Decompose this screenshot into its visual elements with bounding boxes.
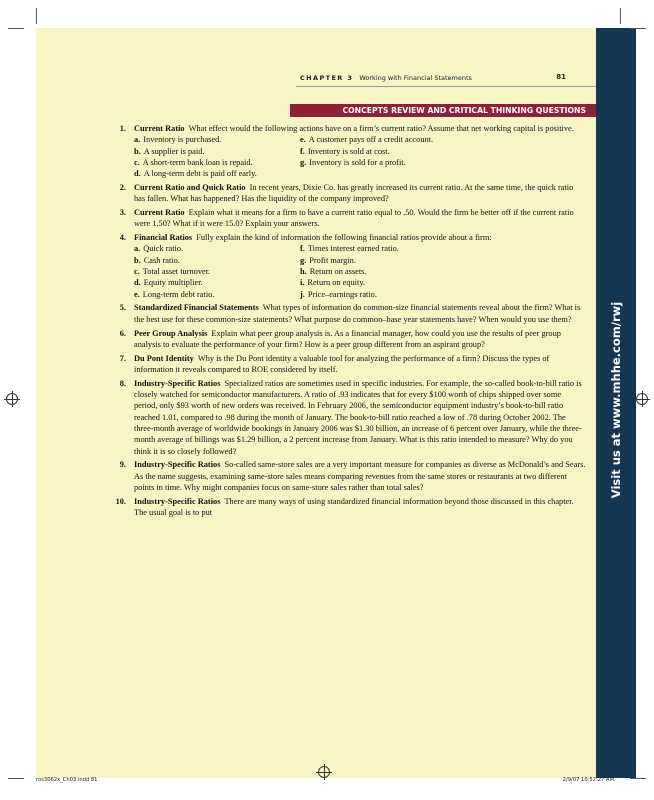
option-grid [134,134,586,179]
option-letter: g. [300,255,307,265]
question-body [134,353,586,376]
answer-option [134,266,300,277]
option-letter: c. [134,157,140,167]
answer-option [300,277,586,288]
section-title: Working with Financial Statements [359,74,472,82]
option-letter: e. [300,135,306,145]
option-text: A customer pays off a credit account. [308,135,434,145]
question-body [134,378,586,457]
option-letter: i. [300,278,305,288]
question-item [104,459,586,493]
answer-option [134,146,300,157]
answer-option [300,157,586,168]
question-title: Current Ratio and Quick Ratio [134,182,246,192]
option-text: Quick ratio. [143,244,184,254]
question-body [134,496,586,519]
question-title: Financial Ratios [134,233,193,243]
option-text: Inventory is purchased. [143,135,222,145]
registration-mark [6,393,18,405]
question-item [104,182,586,205]
answer-option [134,277,300,288]
option-text: Return on equity. [307,278,366,288]
option-letter: f. [300,244,305,254]
chapter-label: CHAPTER 3 [300,74,354,82]
answer-option [134,134,300,145]
question-title: Industry-Specific Ratios [134,460,221,470]
question-item [104,496,586,519]
crop-mark [36,8,37,24]
registration-mark [318,766,330,778]
question-number: 3. [119,208,126,218]
question-number: 8. [119,378,126,388]
question-number: 7. [119,353,126,363]
question-text: Explain what peer group analysis is. As a financial manager, how could you use the results of peer group analysis to evaluate the performance of your firm? How is a peer group different from an aspirant group? [134,328,561,349]
question-item [104,232,586,300]
question-text: There are many ways of using standardized financial information beyond those discussed in this chapter. The usual goal is to put [134,496,574,517]
answer-option [134,255,300,266]
question-body [134,328,586,351]
answer-option [300,134,586,145]
question-item [104,328,586,351]
option-letter: a. [134,244,141,254]
answer-option [300,255,586,266]
option-letter: c. [134,267,140,277]
question-body [134,123,586,179]
question-title: Current Ratio [134,124,185,133]
option-text: Price–earnings ratio. [307,289,377,299]
question-number: 1. [119,124,126,133]
answer-option [300,146,586,157]
crop-mark [630,778,646,779]
option-text: Inventory is sold at cost. [307,146,390,156]
option-letter: g. [300,157,307,167]
answer-option [134,289,300,300]
question-text: In recent years, Dixie Co. has greatly increased its current ratio. At the same time, the quick ratio has fallen. What has happened? Has the liquidity of the company improved? [134,182,574,204]
question-text: What types of information do common-size financial statements reveal about the firm? What is the best use for these common-size statements? What purpose do common–base year statements have? When would you use them? [134,303,581,324]
question-item [104,302,586,325]
crop-mark [620,8,621,24]
question-item [104,123,586,179]
option-text: A long-term debt is paid off early. [143,169,257,179]
option-letter: b. [134,255,141,265]
option-text: Inventory is sold for a profit. [309,157,406,167]
question-item [104,207,586,230]
question-body [134,232,586,300]
timestamp-slug: 2/9/07 10:52:27 AM [562,777,614,783]
answer-option [300,243,586,254]
question-title: Peer Group Analysis [134,328,208,338]
question-text: Specialized ratios are sometimes used in specific industries. For example, the so-called book-to-bill ratio is closely watched for semiconductor manufacturers. A ratio of .93 indicates that for every $100 worth of chips shipped over some period, only $93 worth of new orders was received. In February 2006, the semiconductor equipment industry’s book-to-bill ratio reached 1.01, compared to .98 during the month of January. The book-to-bill ratio reached a low of .78 during October 2002. The three-month average of worldwide bookings in January 2006 was $1.30 billion, an increase of 6 percent over January, while the three-month average of billings was $1.29 billion, a 2 percent increase from January. What is this ratio intended to measure? Why do you think it is so closely followed? [134,378,582,456]
option-text: Equity multiplier. [143,278,203,288]
option-letter: h. [300,267,307,277]
option-text: Long-term debt ratio. [142,289,215,299]
option-letter: b. [134,146,141,156]
option-text: Profit margin. [309,255,356,265]
question-text: Why is the Du Pont identity a valuable tool for analyzing the performance of a firm? Discuss the types of information it reveals compared to ROE considered by itself. [134,353,550,374]
answer-option [134,157,300,168]
question-number: 6. [119,328,126,338]
question-title: Standardized Financial Statements [134,303,259,313]
running-head [300,74,590,82]
question-body [134,207,586,230]
option-grid [134,243,586,299]
question-title: Du Pont Identity [134,353,194,363]
crop-mark [8,778,24,779]
answer-option [134,243,300,254]
question-body [134,182,586,205]
question-text: Explain what it means for a firm to have a current ratio equal to .50. Would the firm be better off if the current ratio were 1.50? What if it were 15.0? Explain your answers. [134,208,574,229]
question-number: 9. [119,460,126,470]
question-number: 4. [119,233,126,243]
option-text: A supplier is paid. [143,146,205,156]
question-text: So-called same-store sales are a very important measure for companies as diverse as McDonald’s and Sears. As the name suggests, examining same-store sales means comparing revenues from the same stores or restaurants at two different points in time. Why might companies focus on same-store sales rather than total sales? [134,460,586,492]
question-text: What effect would the following actions have on a firm’s current ratio? Assume that net working capital is positive. [188,124,574,133]
question-item [104,378,586,457]
crop-mark [8,28,24,29]
option-letter: d. [134,278,141,288]
option-letter: e. [134,289,140,299]
question-item [104,353,586,376]
page-number: 81 [556,73,566,81]
header-rule [296,86,596,87]
option-letter: d. [134,169,141,179]
question-text: Fully explain the kind of information the following financial ratios provide about a firm: [196,233,492,243]
question-number: 5. [119,303,126,313]
question-body [134,459,586,493]
option-letter: j. [300,289,305,299]
option-text: Total asset turnover. [142,267,211,277]
question-title: Industry-Specific Ratios [134,496,221,506]
question-body [134,302,586,325]
answer-option [300,266,586,277]
crop-mark [630,28,646,29]
question-number: 2. [119,182,126,192]
website-link[interactable]: Visit us at www.mhhe.com/rwj [609,301,623,499]
option-letter: a. [134,135,141,145]
option-text: Times interest earned ratio. [307,244,399,254]
section-banner: CONCEPTS REVIEW AND CRITICAL THINKING QUESTIONS [290,104,596,117]
option-text: Cash ratio. [143,255,180,265]
question-title: Current Ratio [134,208,185,218]
registration-mark [636,393,648,405]
option-text: Return on assets. [309,267,367,277]
answer-option [300,289,586,300]
question-list [104,123,586,521]
question-title: Industry-Specific Ratios [134,378,221,388]
question-number: 10. [115,496,126,506]
answer-option [134,168,300,179]
option-letter: f. [300,146,305,156]
option-text: A short-term bank loan is repaid. [142,157,253,167]
file-slug: ros3062x_Ch03.indd 81 [36,777,98,783]
